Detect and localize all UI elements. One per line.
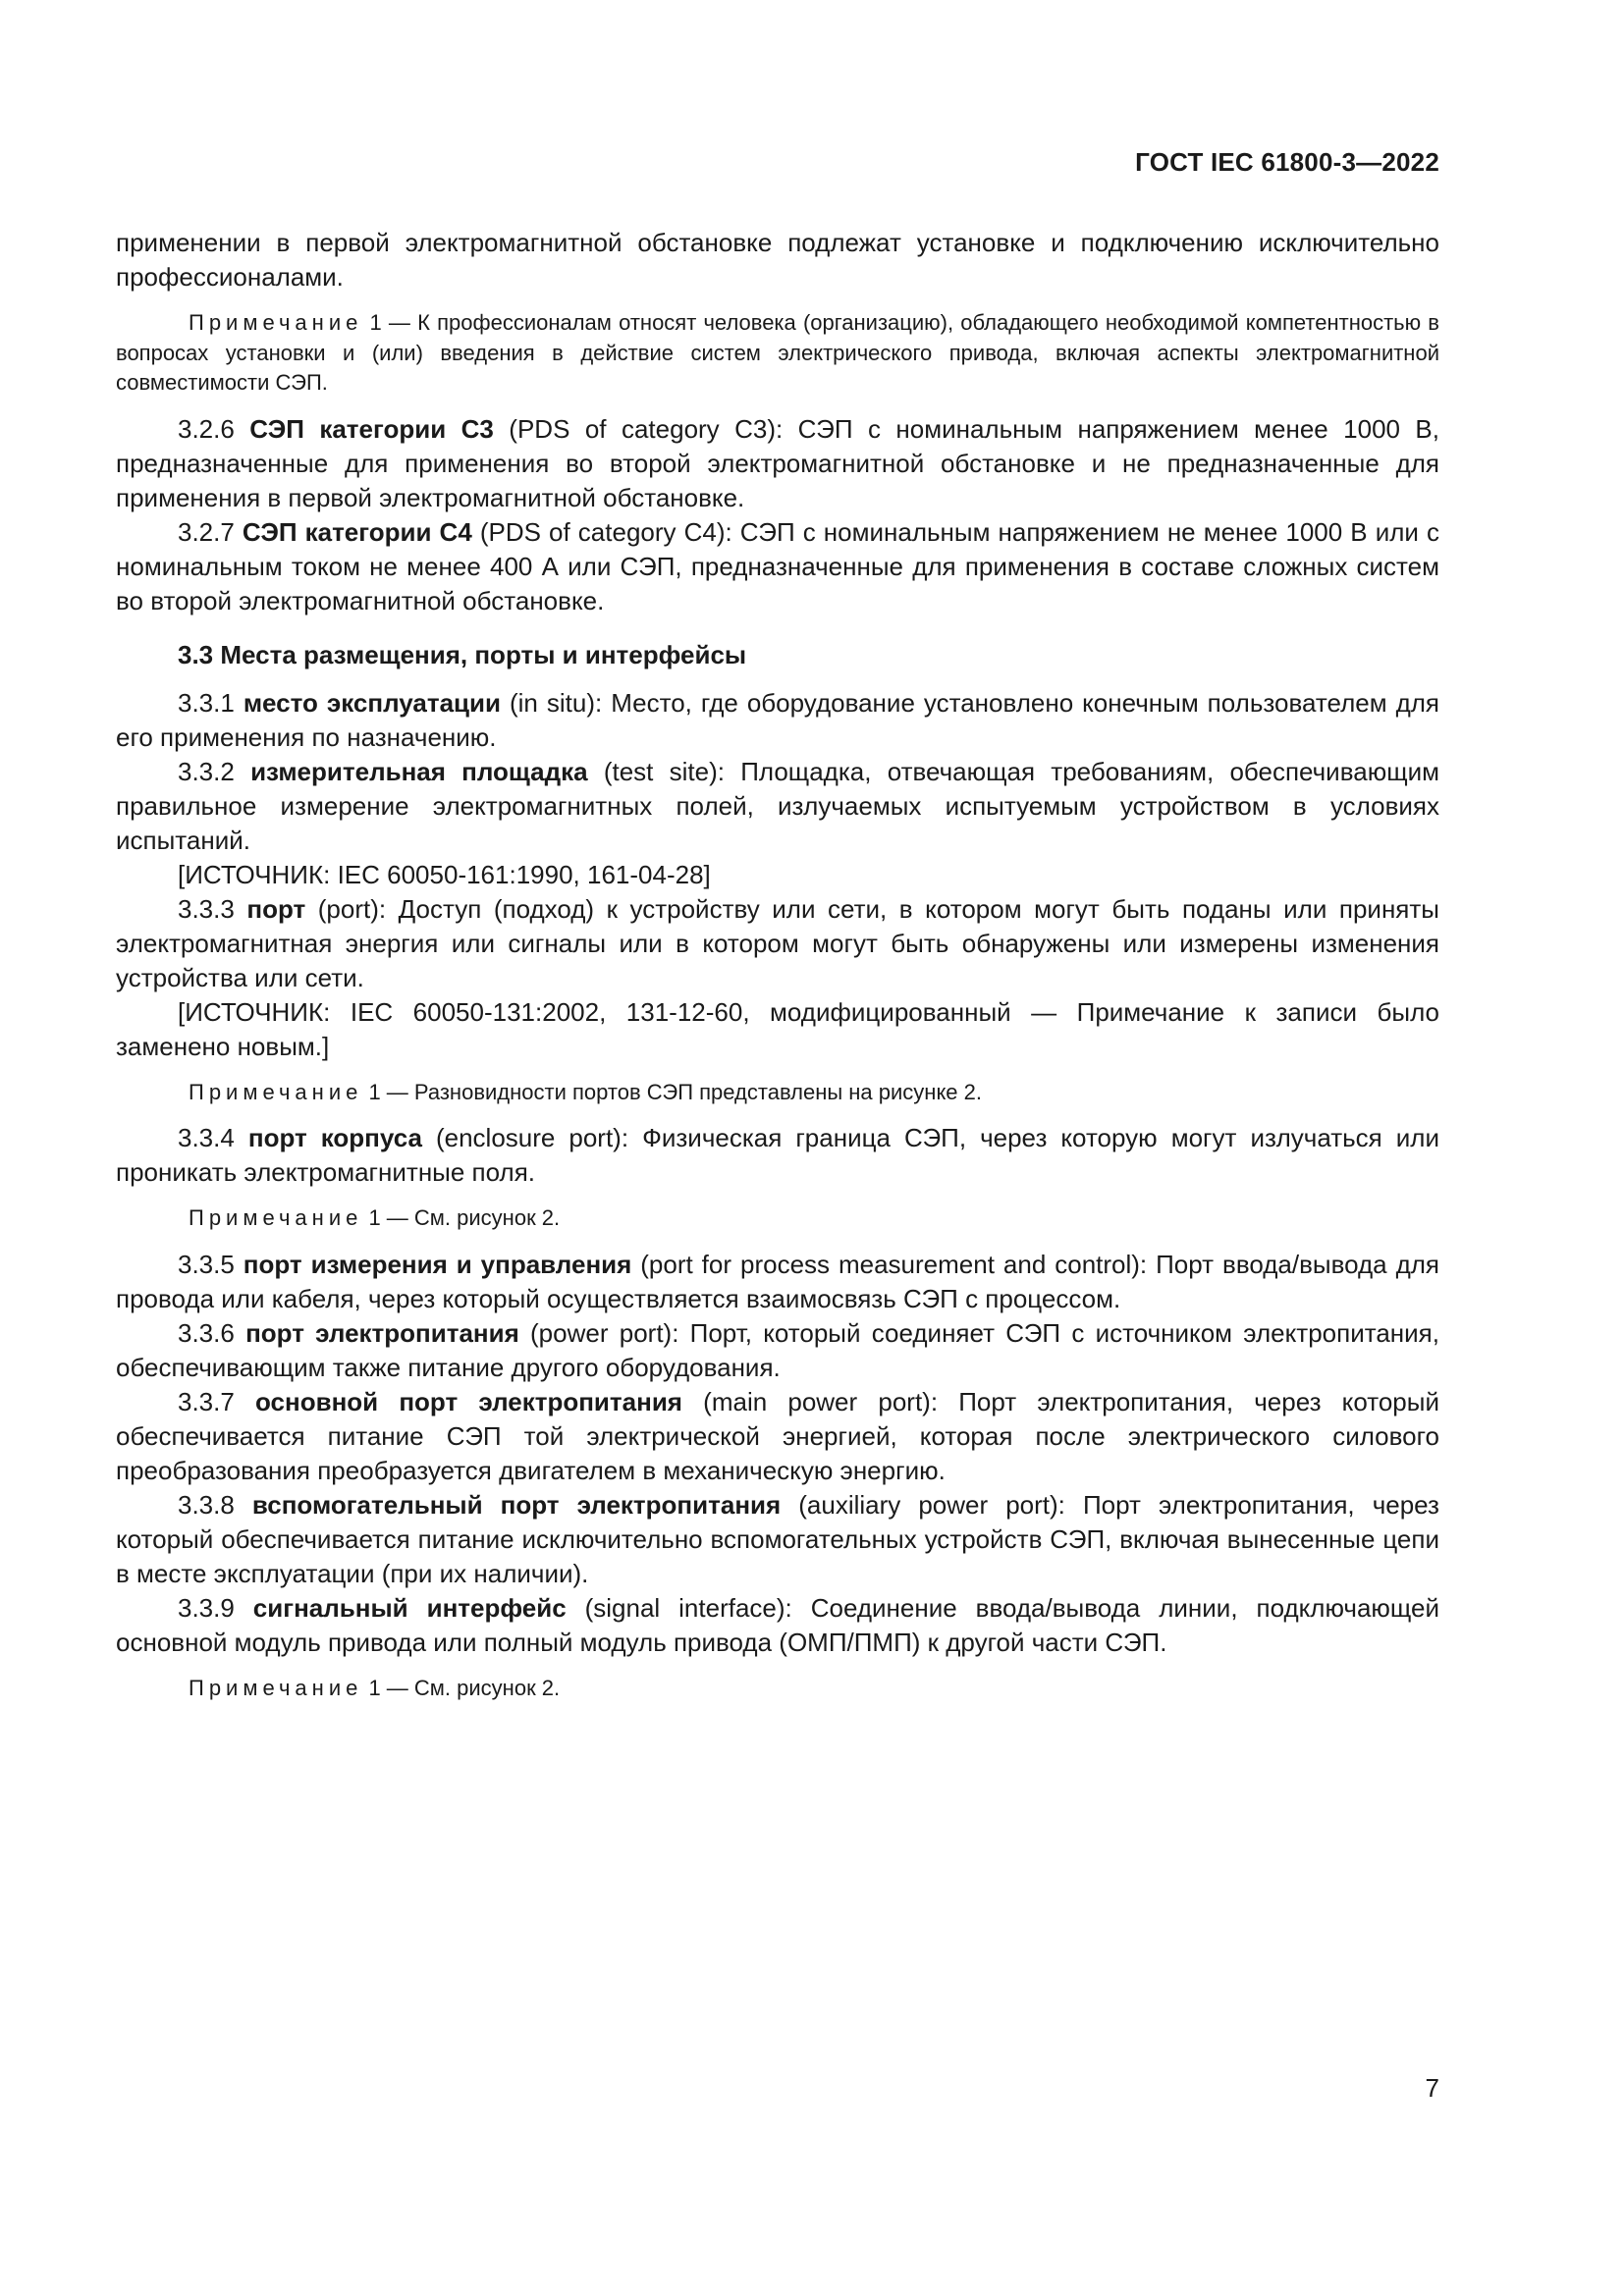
- term: СЭП категории С4: [242, 516, 472, 547]
- page-number: 7: [1425, 2073, 1439, 2103]
- term: порт измерения и управления: [243, 1249, 632, 1279]
- definition-3-2-7: [116, 515, 1439, 618]
- note-text: 1 — Разновидности портов СЭП представлены на рисунке 2.: [362, 1079, 983, 1104]
- note-label: Примечание: [189, 1079, 363, 1104]
- term: место эксплуатации: [243, 687, 501, 718]
- term: порт корпуса: [247, 1123, 422, 1152]
- clause-number: 3.3.6: [178, 1317, 246, 1348]
- definition-3-3-8: [116, 1488, 1439, 1591]
- clause-number: 3.3.7: [178, 1386, 256, 1416]
- note-3-3-3: [116, 1078, 1439, 1108]
- intro-paragraph: применении в первой электромагнитной обстановке подлежат установке и подключению исключительно профессионалами.: [116, 228, 1439, 292]
- source-3-3-3: [ИСТОЧНИК: IEC 60050-131:2002, 131-12-60, модифицированный — Примечание к записи было заменено новым.]: [116, 996, 1439, 1061]
- definition-3-3-6: [116, 1316, 1439, 1385]
- definition-text: (signal interface): Соединение ввода/вывода линии, подключающей основной модуль привода или полный модуль привода (ОМП/ПМП) к другой части СЭП.: [116, 1592, 1439, 1657]
- clause-number: 3.3.3: [178, 893, 247, 924]
- clause-number: 3.3.1: [178, 687, 244, 718]
- definition-text: (port): Доступ (подход) к устройству или сети, в котором могут быть поданы или приняты электромагнитная энергия или сигналы или в котором могут быть обнаружены или измерены изменения устройства или сети.: [116, 893, 1439, 992]
- clause-number: 3.2.6: [178, 413, 250, 444]
- definition-text: (test site): Площадка, отвечающая требованиям, обеспечивающим правильное измерение электромагнитных полей, излучаемых испытуемым устройством в условиях испытаний.: [116, 756, 1439, 855]
- clause-number: 3.3.2: [178, 756, 251, 786]
- definition-3-3-4: [116, 1121, 1439, 1190]
- note-text: 1 — К профессионалам относят человека (организацию), обладающего необходимой компетентностью в вопросах установки и (или) введения в действие систем электрического привода, включая аспекты электромагнитной совместимости СЭП.: [116, 310, 1439, 395]
- definition-text: (auxiliary power port): Порт электропитания, через который обеспечивается питание исключительно вспомогательных устройств СЭП, включая вынесенные цепи в месте эксплуатации (при их наличии).: [116, 1489, 1439, 1588]
- note-text: 1 — См. рисунок 2.: [362, 1205, 561, 1230]
- clause-number: 3.3.9: [178, 1592, 253, 1623]
- term: сигнальный интерфейс: [252, 1592, 567, 1623]
- source-3-3-2: [ИСТОЧНИК: IEC 60050-161:1990, 161-04-28]: [178, 859, 711, 889]
- definition-text: (enclosure port): Физическая граница СЭП, через которую могут излучаться или проникать электромагнитные поля.: [116, 1123, 1439, 1187]
- definition-text: (port for process measurement and control): Порт ввода/вывода для провода или кабеля, через который осуществляется взаимосвязь СЭП с процессом.: [116, 1249, 1440, 1313]
- note-3-3-9: [116, 1674, 1439, 1704]
- clause-number: 3.3.4: [178, 1123, 248, 1152]
- note-label: Примечание: [189, 1205, 363, 1230]
- definition-text: (power port): Порт, который соединяет СЭП с источником электропитания, обеспечивающим также питание другого оборудования.: [116, 1317, 1439, 1382]
- note-professionals: [116, 308, 1439, 399]
- note-label: Примечание: [189, 1675, 363, 1700]
- note-label: Примечание: [189, 310, 363, 335]
- definition-text: (PDS of category C4): СЭП с номинальным напряжением не менее 1000 В или с номинальным током не менее 400 А или СЭП, предназначенные для применения в составе сложных систем во второй электромагнитной обстановке.: [116, 516, 1439, 615]
- definition-3-2-6: [116, 412, 1439, 515]
- clause-number: 3.3.8: [178, 1489, 252, 1520]
- definition-text: (main power port): Порт электропитания, через который обеспечивается питание СЭП той электрической энергией, которая после электрического силового преобразования преобразуется двигателем в механическую энергию.: [116, 1386, 1439, 1485]
- definition-3-3-2: [116, 755, 1439, 858]
- definition-3-3-5: [116, 1248, 1439, 1316]
- clause-number: 3.3.5: [178, 1249, 244, 1279]
- definition-3-3-7: [116, 1385, 1439, 1488]
- document-body: [116, 226, 1439, 1717]
- definition-3-3-9: [116, 1591, 1439, 1660]
- section-heading-3-3: 3.3 Места размещения, порты и интерфейсы: [178, 639, 747, 669]
- note-text: 1 — См. рисунок 2.: [362, 1675, 561, 1700]
- definition-3-3-3: [116, 892, 1439, 995]
- term: порт: [246, 893, 306, 924]
- definition-text: (in situ): Место, где оборудование установлено конечным пользователем для его применения по назначению.: [116, 687, 1439, 752]
- note-3-3-4: [116, 1203, 1439, 1234]
- term: измерительная площадка: [250, 756, 588, 786]
- document-code-header: ГОСТ IEC 61800-3—2022: [1135, 147, 1439, 177]
- definition-text: (PDS of category C3): СЭП с номинальным напряжением менее 1000 В, предназначенные для применения во второй электромагнитной обстановке и не предназначенные для применения в первой электромагнитной обстановке.: [116, 413, 1440, 512]
- term: вспомогательный порт электропитания: [251, 1489, 782, 1520]
- clause-number: 3.2.7: [178, 516, 243, 547]
- definition-3-3-1: [116, 686, 1439, 755]
- term: порт электропитания: [245, 1317, 519, 1348]
- term: основной порт электропитания: [255, 1386, 682, 1416]
- term: СЭП категории С3: [249, 413, 494, 444]
